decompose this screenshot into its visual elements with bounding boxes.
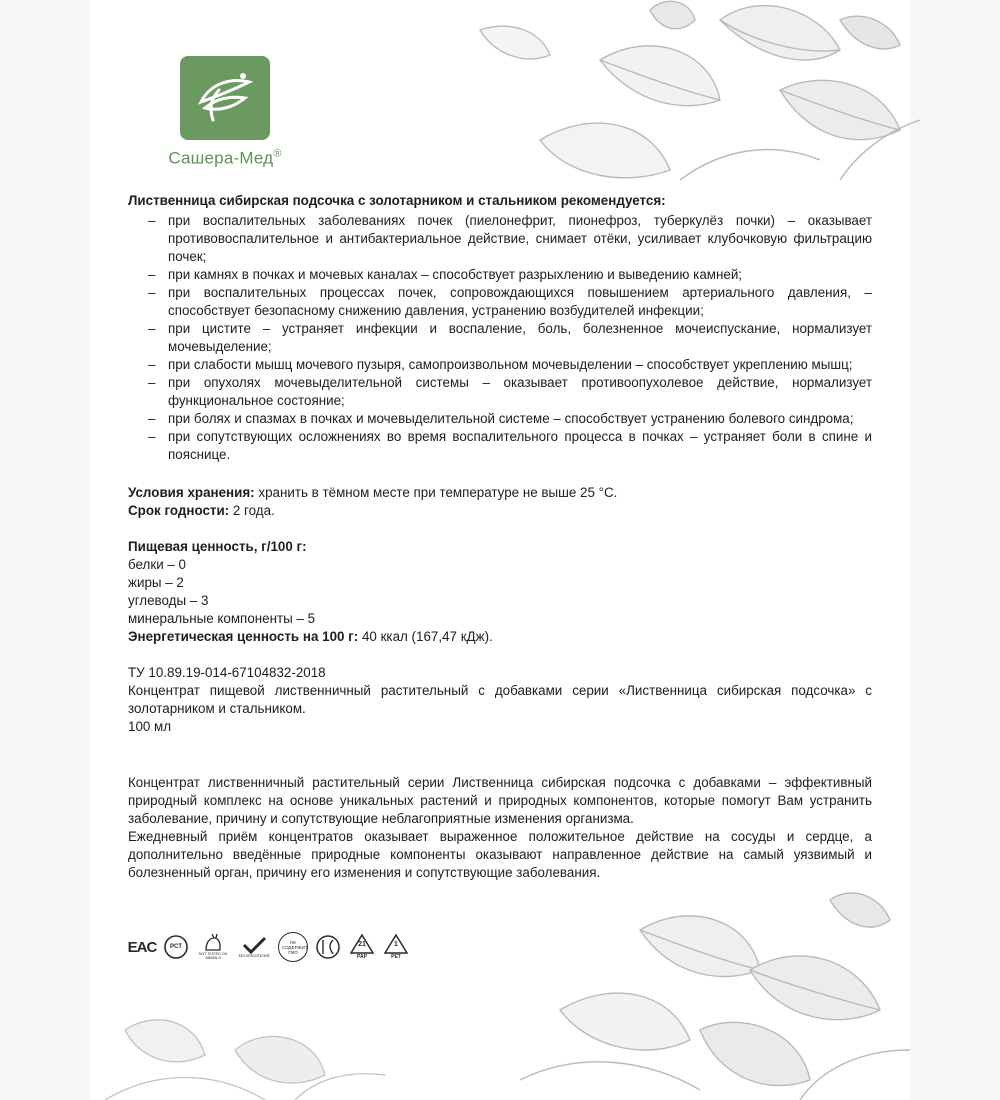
pap-recycling-icon: 21 PAP <box>348 932 376 962</box>
right-margin-strip <box>910 0 1000 1100</box>
list-item: – при болях и спазмах в почках и мочевыделительной системе – способствует устранению болевого синдрома; <box>148 411 854 426</box>
indications-heading: Лиственница сибирская подсочка с золотарником и стальником рекомендуется: <box>128 193 666 208</box>
storage-conditions: Условия хранения: хранить в тёмном месте при температуре не выше 25 °С. <box>128 485 618 500</box>
nutrition-section <box>128 538 872 646</box>
pet-recycling-icon: 1 PET <box>382 932 410 962</box>
list-item: – при слабости мышц мочевого пузыря, самопроизвольном мочевыделении – способствует укреплению мышц; <box>148 357 853 372</box>
product-description: Концентрат пищевой лиственничный растительный с добавками серии «Лиственница сибирская подсочка» с золотарником и стальником. <box>128 683 872 716</box>
list-item: – при цистите – устраняет инфекции и воспаление, боль, болезненное мочеиспускание, нормализует мочевыделение; <box>148 321 872 354</box>
not-tested-on-animals-icon: NOT TESTED ON ANIMALS <box>196 932 230 962</box>
spec-section <box>128 664 872 718</box>
list-item: – при сопутствующих осложнениях во время воспалительного процесса в почках – устраняет боли в спине и пояснице. <box>148 429 872 462</box>
food-safe-icon <box>314 933 342 961</box>
nutrition-row: углеводы – 3 <box>128 593 209 608</box>
leaf-icon <box>180 56 270 140</box>
eac-mark-icon: EAC <box>127 938 157 956</box>
list-item: – при воспалительных заболеваниях почек (пиелонефрит, пионефроз, туберкулёз почки) – оказывает противовоспалительное и антибактериальное действие, снимает отёки, усиливает клубочковую фильтрацию почек; <box>148 213 872 264</box>
floral-decoration-bottom <box>500 880 920 1100</box>
no-dyes-icon: БЕЗ КРАСИТЕЛЕЙ <box>236 932 272 962</box>
nutrition-row: жиры – 2 <box>128 575 184 590</box>
left-margin-strip <box>0 0 90 1100</box>
no-gmo-icon: НЕ СОДЕРЖИТ ГМО <box>278 932 308 962</box>
pct-mark-icon: PCT <box>162 934 190 960</box>
indications-list <box>128 212 872 464</box>
brand-name: Сашера-Мед® <box>168 148 282 168</box>
list-item: – при опухолях мочевыделительной системы – оказывает противоопухолевое действие, нормализует функциональное состояние; <box>148 375 872 408</box>
brand-logo <box>150 56 300 169</box>
shelf-life: Срок годности: 2 года. <box>128 503 275 518</box>
tu-number: ТУ 10.89.19-014-67104832-2018 <box>128 665 326 680</box>
nutrition-row: минеральные компоненты – 5 <box>128 611 316 626</box>
about-paragraph: Ежедневный приём концентратов оказывает выраженное положительное действие на сосуды и сердце, а дополнительно введённые природные компоненты оказывают направленное действие на самый уязвимый и болезненный орган, причину его изменения и сопутствующие заболевания. <box>128 829 872 880</box>
nutrition-heading: Пищевая ценность, г/100 г: <box>128 539 307 554</box>
energy-value: Энергетическая ценность на 100 г: 40 ккал (167,47 кДж). <box>128 629 493 644</box>
floral-decoration-top <box>420 0 920 190</box>
certification-icons <box>128 932 410 962</box>
nutrition-row: белки – 0 <box>128 557 187 572</box>
about-paragraph: Концентрат лиственничный растительный серии Лиственница сибирская подсочка с добавками – эффективный природный комплекс на основе уникальных растений и природных компонентов, которые помогут Вам устранить заболевание, причину и сопутствующие неблагоприятные изменения организма. <box>128 775 872 826</box>
list-item: – при камнях в почках и мочевых каналах – способствует разрыхлению и выведению камней; <box>148 267 743 282</box>
leaflet-content <box>128 192 872 882</box>
about-section <box>128 774 872 882</box>
volume: 100 мл <box>128 719 172 734</box>
list-item: – при воспалительных процессах почек, сопровождающихся повышением артериального давления, – способствует безопасному снижению давления, устранению возбудителей инфекции; <box>148 285 872 318</box>
floral-decoration-bottom-left <box>95 990 395 1100</box>
